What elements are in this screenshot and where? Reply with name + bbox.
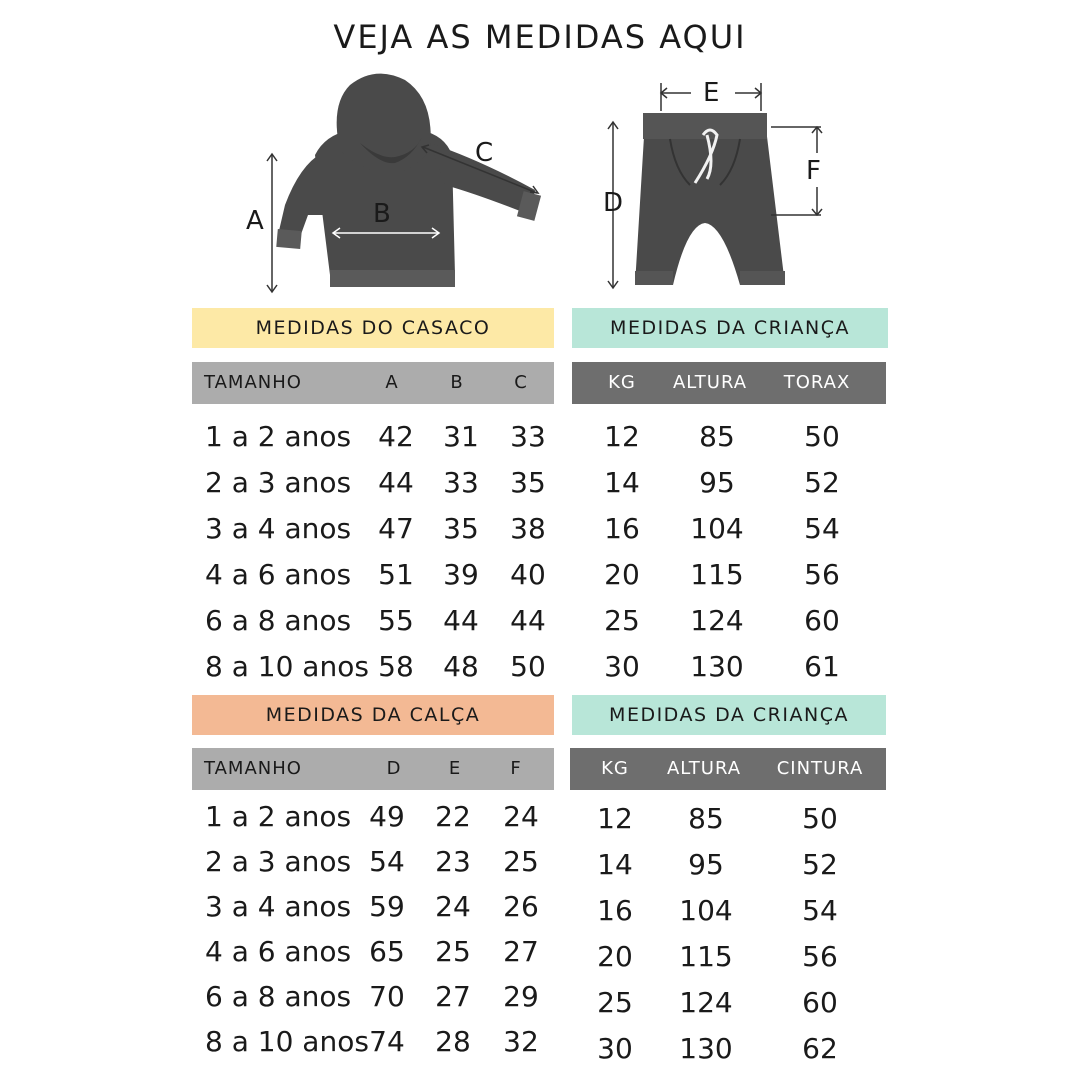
child-measures-title-1: MEDIDAS DA CRIANÇA <box>572 308 888 348</box>
page-title: VEJA AS MEDIDAS AQUI <box>333 18 747 56</box>
header-e: E <box>448 758 462 779</box>
value-cell: 23 <box>435 845 471 878</box>
pants-table-header <box>192 748 554 790</box>
value-cell: 33 <box>443 466 479 499</box>
value-cell: 35 <box>443 512 479 545</box>
header-tamanho: TAMANHO <box>204 758 302 779</box>
value-cell: 44 <box>378 466 414 499</box>
size-cell: 4 a 6 anos <box>205 558 352 591</box>
value-cell: 35 <box>510 466 546 499</box>
value-cell: 25 <box>503 845 539 878</box>
value-cell: 26 <box>503 890 539 923</box>
coat-section-title: MEDIDAS DO CASACO <box>192 308 554 348</box>
pants-section-title: MEDIDAS DA CALÇA <box>192 695 554 735</box>
value-cell: 51 <box>378 558 414 591</box>
value-cell: 104 <box>679 894 733 927</box>
size-cell: 3 a 4 anos <box>205 512 352 545</box>
value-cell: 85 <box>688 802 724 835</box>
pants-label-e: E <box>703 78 720 108</box>
value-cell: 54 <box>802 894 838 927</box>
value-cell: 33 <box>510 420 546 453</box>
value-cell: 95 <box>699 466 735 499</box>
hoodie-diagram <box>230 65 560 300</box>
value-cell: 124 <box>690 604 744 637</box>
value-cell: 130 <box>679 1032 733 1065</box>
header-altura: ALTURA <box>666 758 742 779</box>
value-cell: 50 <box>804 420 840 453</box>
size-cell: 8 a 10 anos <box>205 650 369 683</box>
child-table-header-2 <box>570 748 886 790</box>
value-cell: 54 <box>804 512 840 545</box>
value-cell: 20 <box>604 558 640 591</box>
value-cell: 56 <box>802 940 838 973</box>
value-cell: 24 <box>503 800 539 833</box>
value-cell: 25 <box>597 986 633 1019</box>
header-tamanho: TAMANHO <box>204 372 302 393</box>
size-cell: 3 a 4 anos <box>205 890 352 923</box>
value-cell: 65 <box>369 935 405 968</box>
hoodie-label-c: C <box>475 138 494 168</box>
value-cell: 40 <box>510 558 546 591</box>
value-cell: 44 <box>510 604 546 637</box>
value-cell: 74 <box>369 1025 405 1058</box>
value-cell: 55 <box>378 604 414 637</box>
value-cell: 25 <box>435 935 471 968</box>
value-cell: 61 <box>804 650 840 683</box>
child-measures-title-2: MEDIDAS DA CRIANÇA <box>572 695 886 735</box>
value-cell: 42 <box>378 420 414 453</box>
value-cell: 27 <box>435 980 471 1013</box>
value-cell: 25 <box>604 604 640 637</box>
value-cell: 52 <box>804 466 840 499</box>
value-cell: 30 <box>597 1032 633 1065</box>
value-cell: 60 <box>802 986 838 1019</box>
value-cell: 28 <box>435 1025 471 1058</box>
header-a: A <box>385 372 399 393</box>
value-cell: 48 <box>443 650 479 683</box>
size-cell: 6 a 8 anos <box>205 980 352 1013</box>
pants-diagram <box>595 75 835 295</box>
value-cell: 16 <box>604 512 640 545</box>
value-cell: 31 <box>443 420 479 453</box>
size-cell: 6 a 8 anos <box>205 604 352 637</box>
value-cell: 56 <box>804 558 840 591</box>
header-kg: KG <box>608 372 636 393</box>
size-cell: 1 a 2 anos <box>205 800 352 833</box>
value-cell: 22 <box>435 800 471 833</box>
value-cell: 59 <box>369 890 405 923</box>
child-table-header-1 <box>572 362 886 404</box>
pants-icon <box>635 113 785 285</box>
header-kg: KG <box>601 758 629 779</box>
header-f: F <box>510 758 522 779</box>
value-cell: 27 <box>503 935 539 968</box>
value-cell: 50 <box>510 650 546 683</box>
pants-label-f: F <box>806 156 821 186</box>
header-b: B <box>450 372 464 393</box>
value-cell: 104 <box>690 512 744 545</box>
size-cell: 1 a 2 anos <box>205 420 352 453</box>
value-cell: 14 <box>597 848 633 881</box>
value-cell: 115 <box>679 940 733 973</box>
header-torax: TORAX <box>783 372 851 393</box>
value-cell: 70 <box>369 980 405 1013</box>
size-cell: 2 a 3 anos <box>205 845 352 878</box>
hoodie-icon <box>276 74 541 287</box>
value-cell: 32 <box>503 1025 539 1058</box>
pants-label-d: D <box>603 188 624 218</box>
value-cell: 39 <box>443 558 479 591</box>
value-cell: 20 <box>597 940 633 973</box>
value-cell: 124 <box>679 986 733 1019</box>
value-cell: 47 <box>378 512 414 545</box>
header-c: C <box>514 372 528 393</box>
value-cell: 60 <box>804 604 840 637</box>
value-cell: 50 <box>802 802 838 835</box>
value-cell: 14 <box>604 466 640 499</box>
value-cell: 44 <box>443 604 479 637</box>
value-cell: 58 <box>378 650 414 683</box>
hoodie-label-b: B <box>373 199 391 229</box>
value-cell: 12 <box>597 802 633 835</box>
header-d: D <box>386 758 402 779</box>
value-cell: 130 <box>690 650 744 683</box>
hoodie-label-a: A <box>246 206 264 236</box>
header-altura: ALTURA <box>672 372 748 393</box>
value-cell: 54 <box>369 845 405 878</box>
value-cell: 62 <box>802 1032 838 1065</box>
value-cell: 85 <box>699 420 735 453</box>
value-cell: 30 <box>604 650 640 683</box>
value-cell: 115 <box>690 558 744 591</box>
value-cell: 29 <box>503 980 539 1013</box>
value-cell: 49 <box>369 800 405 833</box>
measure-arrow-a <box>267 154 277 292</box>
coat-table-header <box>192 362 554 404</box>
size-cell: 4 a 6 anos <box>205 935 352 968</box>
value-cell: 16 <box>597 894 633 927</box>
value-cell: 38 <box>510 512 546 545</box>
size-cell: 2 a 3 anos <box>205 466 352 499</box>
size-cell: 8 a 10 anos <box>205 1025 369 1058</box>
header-cintura: CINTURA <box>776 758 864 779</box>
value-cell: 95 <box>688 848 724 881</box>
value-cell: 24 <box>435 890 471 923</box>
value-cell: 12 <box>604 420 640 453</box>
value-cell: 52 <box>802 848 838 881</box>
